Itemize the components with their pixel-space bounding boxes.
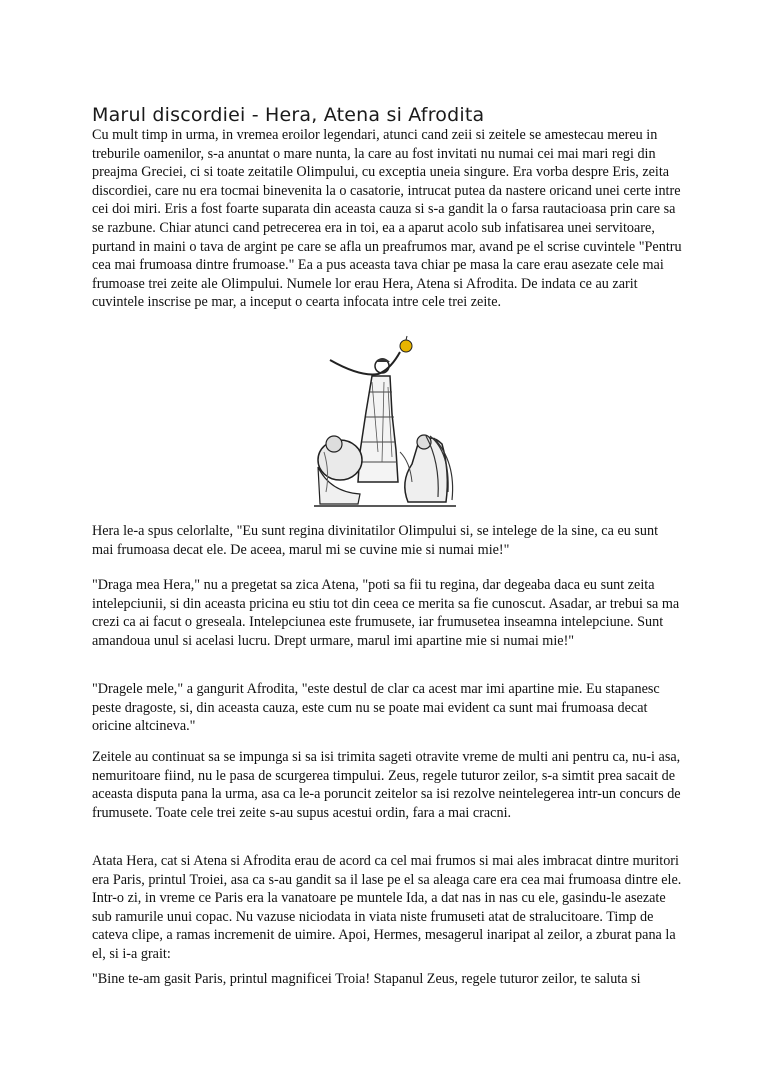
paragraph: Cu mult timp in urma, in vremea eroilor legendari, atunci cand zeii si zeitele se amestecau mereu in treburile oamenilor, s-a anuntat o mare nunta, la care au fost invitati nu numai cei mai mari regi din preajma Greciei, ci si toate zeitatile Olimpului, cu exceptia uneia singure. Era vorba despre Eris, zeita discordiei, care nu era tocmai binevenita la o casatorie, intrucat putea da nastere oricand unei certe intre cei doi miri. Eris a fost foarte suparata din aceasta cauza si s-a gandit la o farsa rautacioasa prin care sa se razbune. Chiar atunci cand petrecerea era in toi, ea a aparut acolo sub infatisarea unei servitoare, purtand in maini o tava de argint pe care se afla un preafrumos mar, avand pe el scrise cuvintele "Pentru cea mai frumoasa dintre frumoase." Ea a pus aceasta tava chiar pe masa la care erau asezate cele mai frumoase trei zeite ale Olimpului. Numele lor erau Hera, Atena si Afrodita. De indata ce au zarit cuvintele inscrise pe mar, a inceput o cearta infocata intre cele trei zeite. — [92, 127, 682, 311]
paragraph: "Draga mea Hera," nu a pregetat sa zica Atena, "poti sa fii tu regina, dar degeaba daca eu sunt zeita intelepciunii, si din aceasta pricina eu stiu tot din ceea ce merita sa fie cunoscut. Asadar, ar trebui sa ma crezi ca ai facut o greseala. Intelepciunea este frumusete, iar frumusetea inseamna intelepciune. Sunt amandoua unul si acelasi lucru. Drept urmare, marul imi apartine mie si numai mie!" — [92, 577, 680, 649]
goddesses-illustration — [300, 332, 470, 512]
paragraph: Zeitele au continuat sa se impunga si sa isi trimita sageti otravite vreme de multi ani pentru ca, nu-i asa, nemuritoare fiind, nu le pasa de scurgerea timpului. Zeus, regele tuturor zeilor, s-a simtit prea sacait de aceasta disputa pana la urma, asa ca le-a poruncit zeitelor sa isi rezolve neintelegerea intr-un concurs de frumusete. Toate cele trei zeite s-au supus acestui ordin, fara a mai cracni. — [92, 749, 681, 821]
paragraph: "Bine te-am gasit Paris, printul magnificei Troia! Stapanul Zeus, regele tuturor zeilor, te saluta si — [92, 971, 641, 987]
paragraph: Hera le-a spus celorlalte, "Eu sunt regina divinitatilor Olimpului si, se intelege de la sine, ca eu sunt mai frumoasa decat ele. De aceea, marul mi se cuvine mie si numai mie!" — [92, 523, 659, 558]
page-title: Marul discordiei - Hera, Atena si Afrodita — [92, 104, 485, 126]
paragraph: "Dragele mele," a gangurit Afrodita, "este destul de clar ca acest mar imi apartine mie. Eu stapanesc peste dragoste, si, din aceasta cauza, este cum nu se poate mai evident ca sunt mai frumoasa decat oricine altcineva." — [92, 681, 660, 735]
golden-apple-icon — [400, 340, 412, 352]
paragraph: Atata Hera, cat si Atena si Afrodita erau de acord ca cel mai frumos si mai ales imbracat dintre muritori era Paris, printul Troiei, asa ca s-au gandit sa il lase pe el sa aleaga care era cea mai frumoasa dintre ele. Intr-o zi, in vreme ce Paris era la vanatoare pe muntele Ida, a dat nas in nas cu ele, gasindu-le asezate sub ramurile unui copac. Nu vazuse niciodata in viata niste frumuseti atat de stralucitoare. Timp de cateva clipe, a ramas incremenit de uimire. Apoi, Hermes, mesagerul inaripat al zeilor, a zburat pana la el, si i-a grait: — [92, 853, 682, 962]
